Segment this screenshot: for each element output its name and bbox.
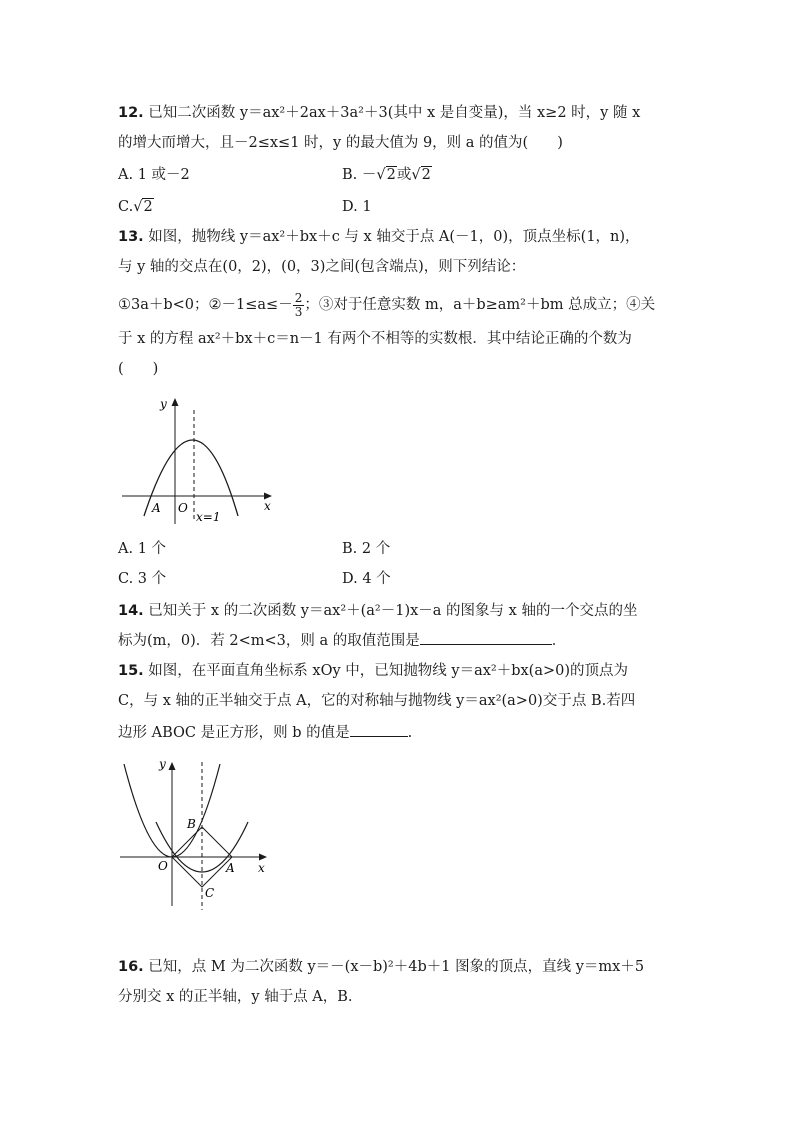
q15-period: .	[407, 725, 413, 741]
q16-line1	[118, 956, 644, 978]
q13-option-a: A. 1 个	[118, 541, 167, 557]
point-c-label: C	[205, 886, 215, 900]
q13-line3	[118, 290, 655, 320]
q14-line2	[118, 630, 566, 652]
q13-text-3a: ①3a＋b<0；②－1≤a≤－	[118, 297, 293, 313]
origin-label: O	[158, 859, 168, 873]
q13-text-5: ( )	[118, 361, 159, 377]
fraction-two-thirds	[293, 292, 305, 319]
fraction-numerator: 2	[294, 290, 303, 305]
point-a-label: A	[152, 501, 161, 515]
q12-option-c-prefix: C.	[118, 199, 134, 215]
q12-number: 12.	[118, 105, 144, 121]
y-axis-label: y	[159, 757, 166, 771]
q16-text-1: 已知，点 M 为二次函数 y＝－(x－b)²＋4b＋1 图象的顶点，直线 y＝mx＋5	[148, 959, 645, 975]
q12-option-d: D. 1	[342, 199, 372, 215]
q16-text-2: 分别交 x 的正半轴，y 轴于点 A，B.	[118, 989, 353, 1005]
point-b-label: B	[187, 817, 196, 831]
q14-period: ．	[551, 633, 567, 649]
q12-text-1: 已知二次函数 y＝ax²＋2ax＋3a²＋3(其中 x 是自变量)，当 x≥2 时，y 随 x	[148, 105, 641, 121]
y-axis-arrow	[172, 398, 179, 406]
q13-text-2: 与 y 轴的交点在(0，2)，(0，3)之间(包含端点)，则下列结论：	[118, 259, 526, 275]
q13-text-3b: ；③对于任意实数 m，a＋b≥am²＋bm 总成立；④关	[304, 297, 656, 313]
q14-line1	[118, 600, 637, 622]
q13-text-1: 如图，抛物线 y＝ax²＋bx＋c 与 x 轴交于点 A(－1，0)，顶点坐标(1，n)，	[148, 229, 640, 245]
q14-text-2: 标为(m，0)．若 2<m<3，则 a 的取值范围是	[118, 633, 420, 649]
q15-square-graph	[118, 756, 270, 914]
x-axis-arrow	[259, 854, 267, 861]
q12-option-c: C.√2	[118, 199, 153, 215]
q15-text-1: 如图，在平面直角坐标系 xOy 中，已知抛物线 y＝ax²＋bx(a>0)的顶点为	[148, 663, 628, 679]
x-axis-label: x	[258, 861, 265, 875]
sqrt-2: 2	[143, 199, 153, 215]
q13-parabola-graph	[118, 392, 278, 527]
origin-label: O	[178, 501, 188, 515]
q15-line1	[118, 660, 628, 682]
q12-line1	[118, 102, 640, 124]
q13-line1	[118, 226, 640, 248]
y-axis-label: y	[160, 397, 167, 411]
q14-number: 14.	[118, 603, 144, 619]
q14-text-1: 已知关于 x 的二次函数 y＝ax²＋(a²－1)x－a 的图象与 x 轴的一个交点的坐	[148, 603, 638, 619]
q15-line3	[118, 722, 412, 744]
q12-option-b-prefix: B. －	[342, 167, 377, 183]
answer-blank	[420, 630, 552, 645]
q13-option-c: C. 3 个	[118, 571, 167, 587]
q13-option-b: B. 2 个	[342, 541, 391, 557]
sqrt-2: 2	[421, 167, 431, 183]
q13-option-d: D. 4 个	[342, 571, 391, 587]
sqrt-2: 2	[386, 167, 396, 183]
q15-number: 15.	[118, 663, 144, 679]
q13-text-4: 于 x 的方程 ax²＋bx＋c＝n－1 有两个不相等的实数根．其中结论正确的个数为	[118, 331, 632, 347]
fraction-denominator: 3	[294, 304, 303, 319]
q13-number: 13.	[118, 229, 144, 245]
q15-text-3: 边形 ABOC 是正方形，则 b 的值是	[118, 725, 350, 741]
point-a-label: A	[226, 861, 235, 875]
q15-text-2: C，与 x 轴的正半轴交于点 A，它的对称轴与抛物线 y＝ax²(a>0)交于点 B.若四	[118, 693, 636, 709]
x-axis-label: x	[264, 499, 271, 513]
q12-option-a: A. 1 或－2	[118, 167, 190, 183]
q12-text-2: 的增大而增大，且－2≤x≤1 时，y 的最大值为 9，则 a 的值为( )	[118, 135, 563, 151]
y-axis-arrow	[169, 762, 176, 770]
q12-option-b-or: 或	[396, 167, 412, 183]
answer-blank	[350, 722, 408, 737]
q12-option-b: B. －√2或√2	[342, 167, 431, 183]
symmetry-axis-label: x=1	[196, 510, 221, 524]
q16-number: 16.	[118, 959, 144, 975]
